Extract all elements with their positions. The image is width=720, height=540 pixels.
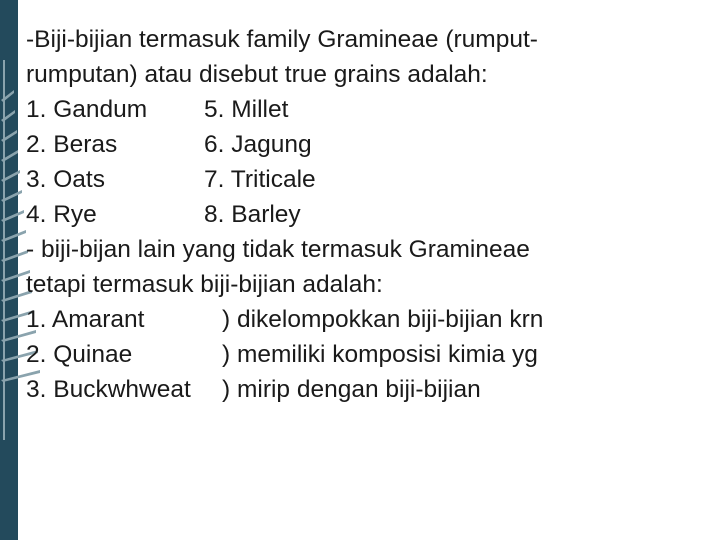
pseudo-item-note: ) mirip dengan biji-bijian bbox=[222, 376, 481, 403]
grain-item-right: 5. Millet bbox=[204, 96, 289, 123]
pseudo-item-name: 3. Buckwhweat bbox=[26, 376, 191, 403]
grain-item-right: 7. Triticale bbox=[204, 166, 316, 193]
pseudo-item-note: ) memiliki komposisi kimia yg bbox=[222, 341, 538, 368]
grain-item-left: 4. Rye bbox=[26, 201, 97, 228]
grain-row bbox=[26, 162, 706, 197]
pseudo-row bbox=[26, 372, 706, 407]
grain-item-right: 8. Barley bbox=[204, 201, 301, 228]
grain-item-left: 2. Beras bbox=[26, 131, 118, 158]
other-line-2: tetapi termasuk biji-bijian adalah: bbox=[26, 271, 383, 298]
slide-text-body bbox=[26, 22, 706, 407]
intro-line-2: rumputan) atau disebut true grains adalah: bbox=[26, 61, 488, 88]
pseudo-item-name: 2. Quinae bbox=[26, 341, 133, 368]
pseudo-item-note: ) dikelompokkan biji-bijian krn bbox=[222, 306, 544, 333]
grain-item-left: 1. Gandum bbox=[26, 96, 148, 123]
pseudo-row bbox=[26, 337, 706, 372]
pseudo-row bbox=[26, 302, 706, 337]
other-line-1: - biji-bijan lain yang tidak termasuk Gramineae bbox=[26, 236, 530, 263]
grain-row bbox=[26, 92, 706, 127]
grain-row bbox=[26, 197, 706, 232]
pseudo-item-name: 1. Amarant bbox=[26, 306, 145, 333]
grain-item-left: 3. Oats bbox=[26, 166, 105, 193]
grain-row bbox=[26, 127, 706, 162]
intro-line-1: -Biji-bijian termasuk family Gramineae (rumput- bbox=[26, 26, 538, 53]
grain-item-right: 6. Jagung bbox=[204, 131, 312, 158]
